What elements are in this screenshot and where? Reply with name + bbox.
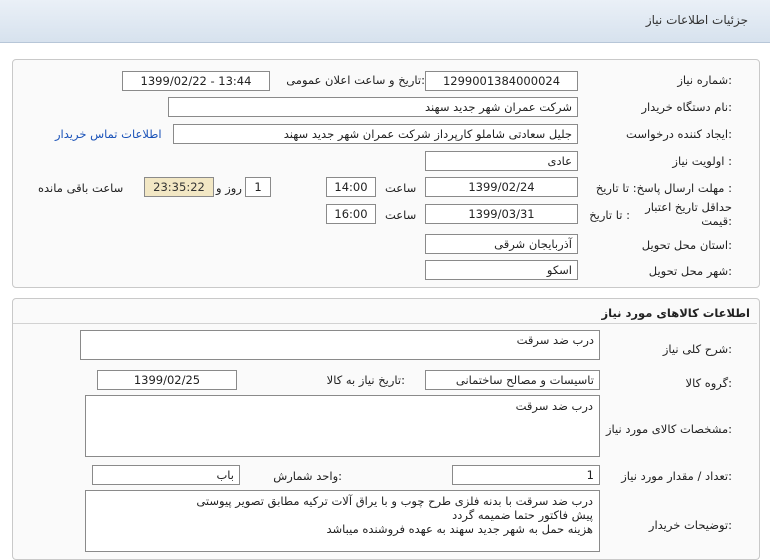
spec-label: مشخصات کالای مورد نیاز: — [605, 422, 732, 436]
buyer-notes-line: درب ضد سرقت با بدنه فلزی طرح چوب و با یراق آلات ترکیه مطابق تصویر پیوستی — [196, 494, 593, 508]
priority-label: اولویت نیاز : — [672, 154, 732, 168]
page-title: جزئیات اطلاعات نیاز — [645, 13, 748, 27]
days-label: روز و — [216, 181, 242, 195]
buyer-contact-link[interactable]: اطلاعات تماس خریدار — [55, 127, 162, 141]
need-info-panel — [12, 59, 760, 288]
need-date-field: 1399/02/25 — [97, 370, 237, 390]
buyer-notes-label: توضیحات خریدار: — [648, 518, 732, 532]
validity-date-field: 1399/03/31 — [425, 204, 578, 224]
remaining-label: ساعت باقی مانده — [38, 181, 124, 195]
goods-section-title: اطلاعات کالاهای مورد نیاز — [601, 306, 750, 320]
summary-label: شرح کلی نیاز: — [662, 342, 732, 356]
qty-label: تعداد / مقدار مورد نیاز: — [621, 469, 732, 483]
reply-time-label: ساعت — [385, 181, 417, 195]
reply-date-field: 1399/02/24 — [425, 177, 578, 197]
province-field: آذربایجان شرقی — [425, 234, 578, 254]
creator-label: ایجاد کننده درخواست: — [626, 127, 732, 141]
validity-time-field: 16:00 — [326, 204, 376, 224]
buyer-org-label: نام دستگاه خریدار: — [641, 100, 732, 114]
announce-datetime-label: تاریخ و ساعت اعلان عمومی: — [286, 73, 425, 87]
goods-group-label: گروه کالا: — [685, 376, 732, 390]
validity-label: حداقل تاریخ اعتبار قیمت: — [645, 200, 732, 228]
buyer-org-field: شرکت عمران شهر جدید سهند — [168, 97, 578, 117]
need-number-field: 1299001384000024 — [425, 71, 578, 91]
reply-time-field: 14:00 — [326, 177, 376, 197]
remaining-time-field: 23:35:22 — [144, 177, 214, 197]
priority-field: عادی — [425, 151, 578, 171]
page-header — [0, 0, 770, 43]
goods-divider — [13, 323, 757, 324]
city-label: شهر محل تحویل: — [648, 264, 732, 278]
buyer-notes-line: پیش فاکتور حتما ضمیمه گردد — [452, 508, 593, 522]
summary-field: درب ضد سرقت — [80, 330, 600, 360]
spec-field: درب ضد سرقت — [85, 395, 600, 457]
unit-label: واحد شمارش: — [273, 469, 342, 483]
remaining-days-field: 1 — [245, 177, 271, 197]
unit-field: باب — [92, 465, 240, 485]
validity-to-label: تا تاریخ : — [589, 208, 630, 222]
buyer-notes-field — [85, 490, 600, 552]
announce-datetime-field: 1399/02/22 - 13:44 — [122, 71, 270, 91]
buyer-notes-line: هزینه حمل به شهر جدید سهند به عهده فروشنده میباشد — [326, 522, 593, 536]
need-date-label: تاریخ نیاز به کالا: — [326, 373, 405, 387]
goods-group-field: تاسیسات و مصالح ساختمانی — [425, 370, 600, 390]
qty-field: 1 — [452, 465, 600, 485]
reply-deadline-label: مهلت ارسال پاسخ: تا تاریخ : — [595, 181, 732, 195]
need-number-label: شماره نیاز: — [677, 73, 732, 87]
validity-time-label: ساعت — [385, 208, 417, 222]
province-label: استان محل تحویل: — [641, 238, 732, 252]
creator-field: جلیل سعادتی شاملو کارپرداز شرکت عمران شهر جدید سهند — [173, 124, 578, 144]
city-field: اسکو — [425, 260, 578, 280]
